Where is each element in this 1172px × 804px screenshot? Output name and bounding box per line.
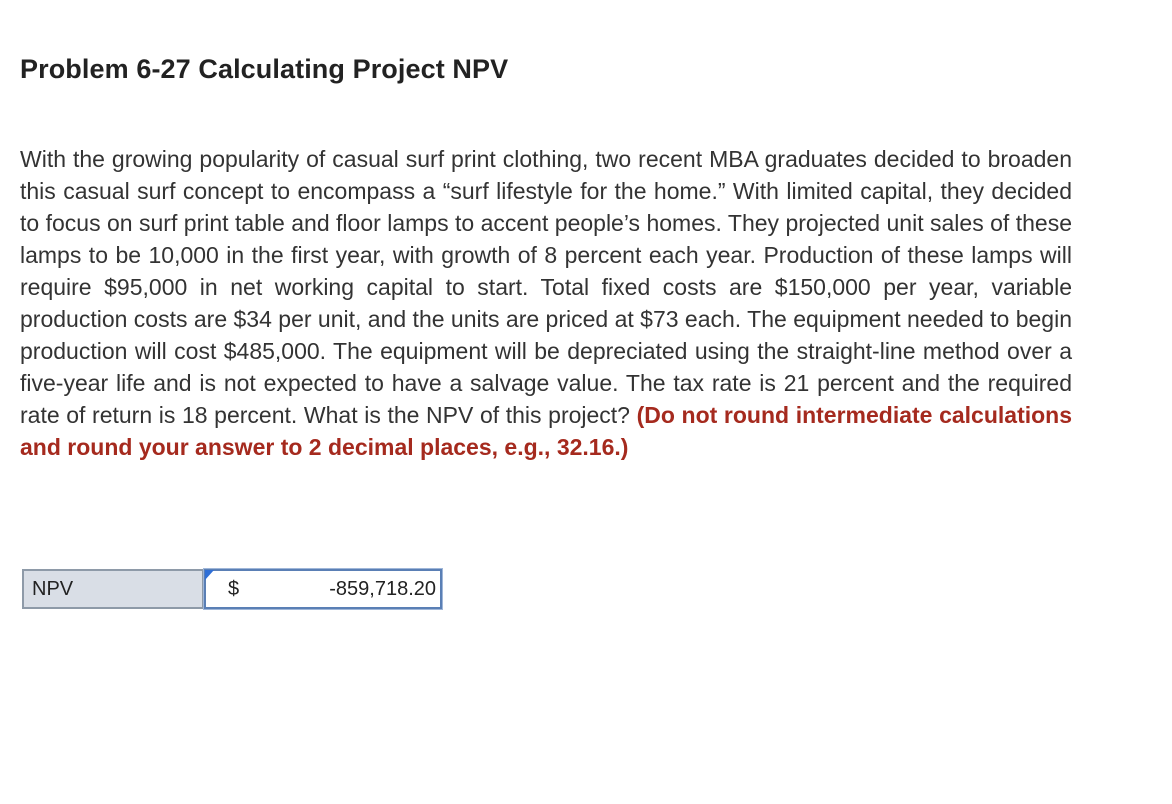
currency-symbol: $ [228, 577, 240, 600]
npv-answer-field[interactable] [204, 569, 442, 609]
rounding-instruction: (Do not round intermediate calculations and round your answer to 2 decimal places, e.g., 32.16.) [20, 402, 1073, 460]
npv-label-cell [22, 569, 204, 609]
problem-body: With the growing popularity of casual surf print clothing, two recent MBA graduates decided to broaden this casual surf concept to encompass a “surf lifestyle for the home.” With limited capital, they decided to focus on surf print table and floor lamps to accent people’s homes. They projected unit sales of these lamps to be 10,000 in the first year, with growth of 8 percent each year. Production of these lamps will require $95,000 in net working capital to start. Total fixed costs are $150,000 per year, variable production costs are $34 per unit, and the units are priced at $73 each. The equipment needed to begin production will cost $485,000. The equipment will be depreciated using the straight-line method over a five-year life and is not expected to have a salvage value. The tax rate is 21 percent and the required rate of return is 18 percent. What is the NPV of this project? [20, 146, 1072, 428]
problem-statement [20, 143, 1072, 463]
npv-answer-value[interactable]: -859,718.20 [329, 577, 436, 600]
npv-label: NPV [32, 577, 74, 600]
flag-marker-icon [205, 570, 214, 580]
problem-title: Problem 6-27 Calculating Project NPV [20, 54, 509, 84]
answer-row [22, 569, 442, 609]
